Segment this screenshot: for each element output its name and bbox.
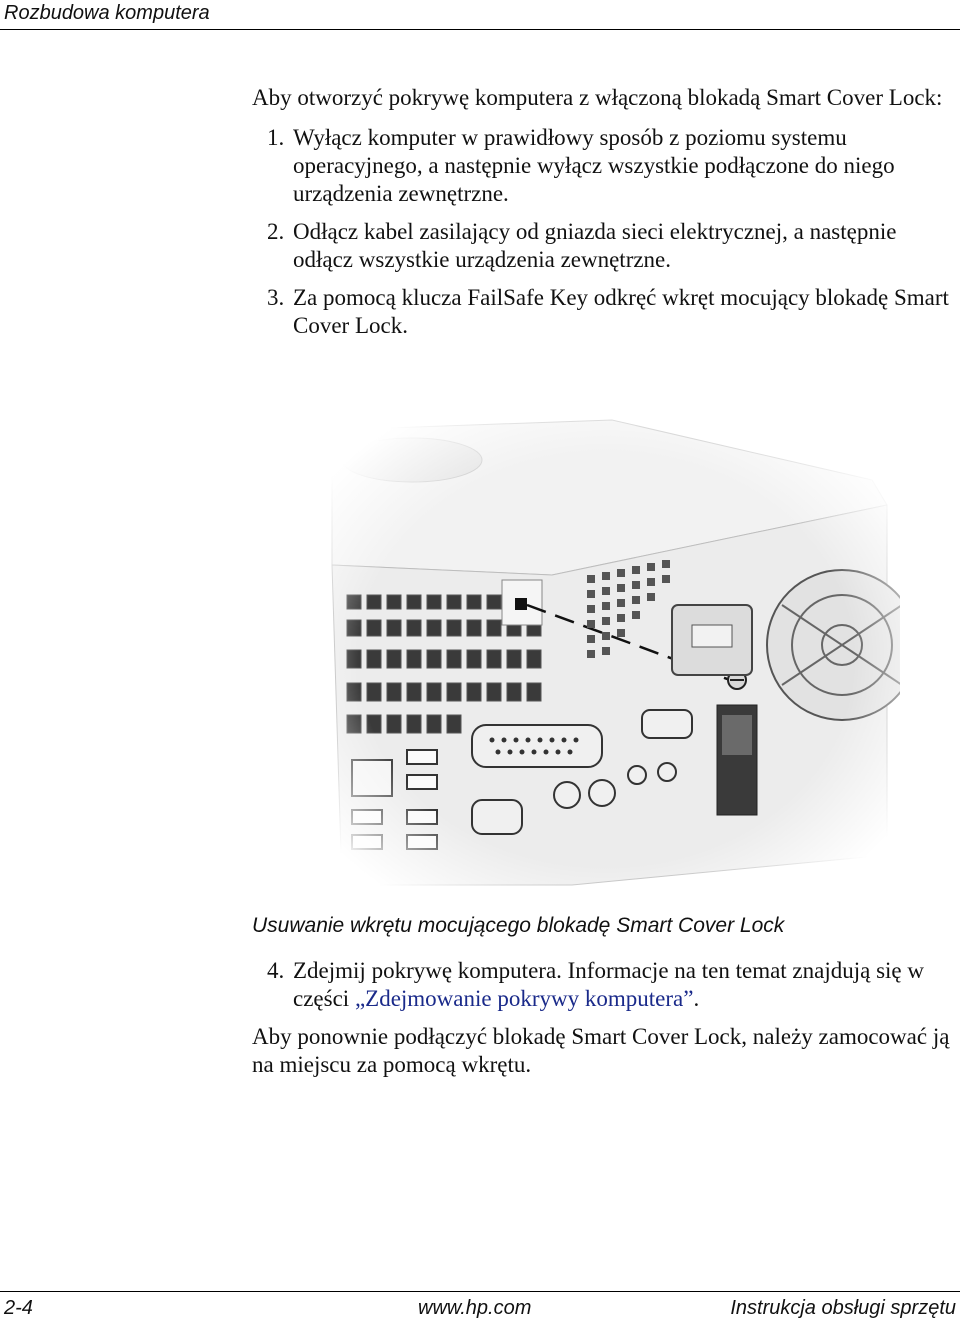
step-item (252, 218, 957, 274)
figure-caption: Usuwanie wkrętu mocującego blokadę Smart Cover Lock (252, 914, 785, 937)
intro-paragraph: Aby otworzyć pokrywę komputera z włączoną blokadą Smart Cover Lock: (252, 85, 943, 110)
step-text-end: . (693, 986, 700, 1011)
main-content (252, 84, 957, 350)
step-item (252, 284, 957, 340)
step-number: 4. (267, 958, 285, 983)
step-item (252, 124, 957, 208)
cross-reference-link[interactable]: „Zdejmowanie pokrywy komputera” (354, 986, 694, 1011)
page-number: 2-4 (4, 1297, 33, 1319)
step-number: 1. (267, 125, 285, 150)
running-header: Rozbudowa komputera (4, 2, 210, 24)
footer-url[interactable]: www.hp.com (418, 1297, 532, 1319)
illustration-fade (312, 415, 900, 905)
step-text: Odłącz kabel zasilający od gniazda sieci elektrycznej, a następnie odłącz wszystkie urządzenia zewnętrzne. (293, 219, 897, 272)
computer-rear-panel-illustration (312, 415, 900, 905)
step-number: 3. (267, 285, 285, 310)
footer-rule (0, 1291, 960, 1292)
main-content-continued (252, 957, 957, 1079)
outro-paragraph: Aby ponownie podłączyć blokadę Smart Cover Lock, należy zamocować ją na miejscu za pomocą wkrętu. (252, 1024, 950, 1077)
step-text: Za pomocą klucza FailSafe Key odkręć wkręt mocujący blokadę Smart Cover Lock. (293, 285, 949, 338)
step-number: 2. (267, 219, 285, 244)
step-item (252, 957, 957, 1013)
footer-title: Instrukcja obsługi sprzętu (730, 1297, 956, 1319)
step-text: Wyłącz komputer w prawidłowy sposób z poziomu systemu operacyjnego, a następnie wyłącz wszystkie podłączone do niego urządzenia zewnętrzne. (293, 125, 895, 206)
steps-list (252, 124, 957, 340)
header-rule (0, 29, 960, 30)
step-text: Zdejmij pokrywę komputera. Informacje na ten temat znajdują się w części (293, 958, 924, 1011)
